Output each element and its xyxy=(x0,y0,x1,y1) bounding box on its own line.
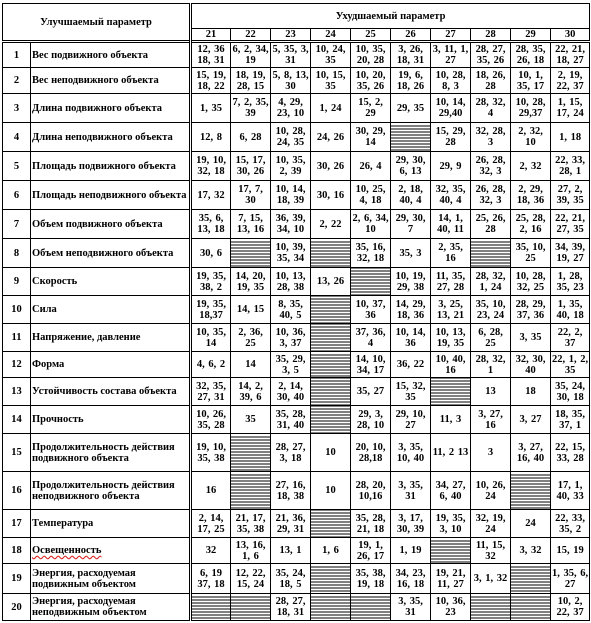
matrix-cell-empty xyxy=(351,268,391,296)
matrix-cell: 14 xyxy=(231,352,271,378)
parameter-name xyxy=(31,406,191,434)
matrix-cell: 29, 30, 6, 13 xyxy=(391,152,431,181)
matrix-cell: 14, 10, 34, 17 xyxy=(351,352,391,378)
matrix-cell: 25, 26, 28 xyxy=(471,210,511,239)
matrix-cell: 10 xyxy=(311,434,351,472)
matrix-cell: 22, 1, 2, 35 xyxy=(552,353,589,376)
parameter-name-text: Вес неподвижного объекта xyxy=(32,75,159,86)
matrix-row xyxy=(3,123,590,152)
matrix-row xyxy=(3,378,590,406)
matrix-cell: 19, 35, 38, 2 xyxy=(191,268,231,296)
matrix-cell: 24 xyxy=(511,510,551,538)
matrix-row xyxy=(3,472,590,510)
matrix-cell: 1, 35 xyxy=(191,94,231,123)
matrix-row xyxy=(3,564,590,594)
matrix-cell: 35, 10, 25 xyxy=(511,239,551,268)
matrix-cell: 10, 35, 20, 28 xyxy=(351,42,391,68)
matrix-cell: 29, 30, 7 xyxy=(391,210,431,239)
matrix-cell: 22, 21, 18, 27 xyxy=(551,42,590,68)
matrix-cell: 1, 35, 40, 18 xyxy=(551,296,590,324)
matrix-cell: 2, 32, 10 xyxy=(511,123,551,152)
matrix-cell: 14, 15 xyxy=(231,296,271,324)
matrix-cell: 28, 29, 37, 36 xyxy=(511,296,551,324)
matrix-cell: 15, 19, 18, 22 xyxy=(191,68,231,94)
parameter-name-text: Длина подвижного объекта xyxy=(32,102,163,114)
matrix-cell: 10, 28, 8, 3 xyxy=(431,68,471,94)
parameter-name xyxy=(31,594,191,621)
parameter-name xyxy=(31,210,191,239)
matrix-cell-empty xyxy=(431,378,471,406)
matrix-cell: 2, 35, 16 xyxy=(431,239,471,268)
matrix-cell: 14, 2, 39, 6 xyxy=(231,378,271,406)
matrix-cell-empty xyxy=(311,594,351,621)
matrix-cell: 2, 32 xyxy=(511,152,551,181)
matrix-cell: 28, 27, 18, 31 xyxy=(271,594,311,621)
matrix-cell: 35, 28, 31, 40 xyxy=(271,406,311,434)
matrix-cell: 29, 10, 27 xyxy=(391,406,431,434)
matrix-row xyxy=(3,352,590,378)
matrix-cell: 14, 20, 19, 35 xyxy=(231,268,271,296)
parameter-name-text: Энергия, расходуемая подвижным объектом xyxy=(32,567,136,590)
matrix-cell: 19, 35, 18,37 xyxy=(191,296,231,324)
matrix-cell-empty xyxy=(231,434,271,472)
parameter-name-text: Длина неподвижного объекта xyxy=(32,131,173,143)
matrix-cell: 3 xyxy=(471,434,511,472)
matrix-cell: 1, 28, 35, 23 xyxy=(551,268,590,296)
matrix-cell: 13, 26 xyxy=(311,268,351,296)
matrix-cell: 24, 26 xyxy=(311,123,351,152)
matrix-cell: 3, 35, 31 xyxy=(391,594,431,621)
matrix-cell: 35, 38, 19, 18 xyxy=(351,564,391,594)
matrix-row xyxy=(3,239,590,268)
matrix-cell: 19, 35, 3, 10 xyxy=(431,510,471,538)
matrix-cell: 19, 10, 35, 38 xyxy=(191,434,231,472)
matrix-cell-empty xyxy=(191,594,231,621)
parameter-name xyxy=(31,538,191,564)
matrix-cell: 10, 13, 28, 38 xyxy=(271,268,311,296)
matrix-cell-empty xyxy=(351,594,391,621)
matrix-cell: 29, 3, 28, 10 xyxy=(351,406,391,434)
parameter-name xyxy=(31,564,191,594)
matrix-cell: 3, 27, 16 xyxy=(471,406,511,434)
matrix-cell: 30, 29, 14 xyxy=(351,123,391,152)
matrix-cell: 10, 35, 2, 39 xyxy=(271,152,311,181)
matrix-cell: 18 xyxy=(511,378,551,406)
matrix-cell: 5, 35, 3, 31 xyxy=(271,42,311,68)
matrix-cell: 12, 22, 15, 24 xyxy=(231,564,271,594)
row-number: 11 xyxy=(3,324,31,352)
matrix-cell: 2, 19, 22, 37 xyxy=(551,68,590,94)
matrix-cell-empty xyxy=(431,538,471,564)
matrix-cell: 1, 24 xyxy=(311,94,351,123)
matrix-cell: 10, 15, 35 xyxy=(311,68,351,94)
matrix-cell: 1, 19 xyxy=(391,538,431,564)
matrix-row xyxy=(3,406,590,434)
matrix-cell-empty xyxy=(311,239,351,268)
matrix-cell: 28, 20, 10,16 xyxy=(351,472,391,510)
column-number-29: 29 xyxy=(511,29,551,42)
matrix-cell: 28, 32, 4 xyxy=(471,94,511,123)
matrix-cell: 2, 18, 40, 4 xyxy=(391,181,431,210)
matrix-cell: 35, 28, 21, 18 xyxy=(351,510,391,538)
matrix-row xyxy=(3,538,590,564)
matrix-cell: 19, 6, 18, 26 xyxy=(391,68,431,94)
parameter-name-text: Энергия, расходуемая неподвижным объектом xyxy=(32,596,147,618)
row-number: 1 xyxy=(3,42,31,68)
matrix-cell: 10, 35, 14 xyxy=(191,324,231,352)
contradiction-matrix-table xyxy=(2,3,590,621)
matrix-row xyxy=(3,42,590,68)
matrix-cell: 15, 29, 28 xyxy=(431,123,471,152)
matrix-cell: 13, 1 xyxy=(271,538,311,564)
matrix-cell: 15, 19 xyxy=(551,538,590,564)
matrix-cell: 27, 16, 18, 38 xyxy=(271,472,311,510)
matrix-cell-empty xyxy=(311,406,351,434)
parameter-name xyxy=(31,152,191,181)
parameter-name-text: Напряжение, давление xyxy=(32,332,141,343)
parameter-name-text: Объем подвижного объекта xyxy=(32,218,163,230)
matrix-cell: 27, 2, 39, 35 xyxy=(551,181,590,210)
parameter-name xyxy=(31,472,191,510)
matrix-cell: 3, 26, 18, 31 xyxy=(391,42,431,68)
matrix-cell: 36, 39, 34, 10 xyxy=(271,210,311,239)
matrix-cell: 3, 1, 32 xyxy=(471,564,511,594)
matrix-cell: 35, 24, 30, 18 xyxy=(551,378,590,406)
matrix-cell: 2, 14, 17, 25 xyxy=(191,510,231,538)
matrix-cell: 32, 19, 24 xyxy=(471,510,511,538)
matrix-cell: 4, 6, 2 xyxy=(191,352,231,378)
matrix-cell: 3, 32 xyxy=(511,538,551,564)
parameter-name xyxy=(31,378,191,406)
matrix-cell-empty xyxy=(511,472,551,510)
row-number: 20 xyxy=(3,594,31,621)
matrix-cell: 32 xyxy=(191,538,231,564)
matrix-cell-empty xyxy=(311,564,351,594)
matrix-cell: 18, 35, 37, 1 xyxy=(551,406,590,434)
matrix-cell: 3, 27, 16, 40 xyxy=(511,434,551,472)
matrix-cell: 30, 16 xyxy=(311,181,351,210)
parameter-name-text: Продолжительность действия подвижного объекта xyxy=(32,441,175,464)
improving-parameter-header: Улучшаемый параметр xyxy=(3,4,191,42)
matrix-cell: 12, 36 18, 31 xyxy=(191,42,231,68)
matrix-cell: 10, 28, 32, 25 xyxy=(511,268,551,296)
matrix-cell: 10, 2, 22, 37 xyxy=(551,594,590,621)
matrix-cell: 3, 35, 10, 40 xyxy=(391,434,431,472)
matrix-cell: 1, 6 xyxy=(311,538,351,564)
matrix-cell: 34, 39, 19, 27 xyxy=(551,239,590,268)
matrix-cell: 3, 11, 1, 27 xyxy=(431,42,471,68)
matrix-cell: 10, 24, 35 xyxy=(311,42,351,68)
matrix-cell: 10 xyxy=(311,472,351,510)
matrix-row xyxy=(3,210,590,239)
matrix-cell: 26, 28, 32, 3 xyxy=(471,181,511,210)
matrix-cell: 32, 30, 40 xyxy=(511,352,551,378)
matrix-cell-empty xyxy=(391,123,431,152)
row-number: 3 xyxy=(3,94,31,123)
matrix-cell-empty xyxy=(511,594,551,621)
matrix-cell: 28, 32, 1 xyxy=(471,352,511,378)
matrix-cell: 3, 25, 13, 21 xyxy=(431,296,471,324)
matrix-cell: 22, 2, 37 xyxy=(551,324,590,352)
matrix-cell: 15, 2, 29 xyxy=(351,94,391,123)
column-number-24: 24 xyxy=(311,29,351,42)
matrix-row xyxy=(3,268,590,296)
parameter-name xyxy=(31,268,191,296)
matrix-cell: 15, 32, 35 xyxy=(391,378,431,406)
matrix-cell: 12, 8 xyxy=(191,123,231,152)
matrix-cell: 22, 15, 33, 28 xyxy=(551,434,590,472)
parameter-name xyxy=(31,324,191,352)
matrix-cell: 2, 22 xyxy=(311,210,351,239)
parameter-name xyxy=(31,68,191,94)
matrix-cell: 13 xyxy=(471,378,511,406)
parameter-name-text: Вес подвижного объекта xyxy=(32,49,149,61)
matrix-cell-empty xyxy=(311,324,351,352)
parameter-name-text: Температура xyxy=(32,518,94,529)
matrix-row xyxy=(3,594,590,621)
matrix-cell: 28, 27, 3, 18 xyxy=(271,434,311,472)
matrix-row xyxy=(3,510,590,538)
matrix-cell: 14, 29, 18, 36 xyxy=(391,296,431,324)
matrix-cell: 35 xyxy=(231,406,271,434)
parameter-name xyxy=(31,434,191,472)
matrix-cell: 35, 29, 3, 5 xyxy=(271,352,311,378)
row-number: 16 xyxy=(3,472,31,510)
parameter-name xyxy=(31,42,191,68)
matrix-cell: 16 xyxy=(191,472,231,510)
matrix-cell: 30, 6 xyxy=(191,239,231,268)
matrix-cell: 10, 13, 19, 35 xyxy=(431,324,471,352)
matrix-cell: 37, 36, 4 xyxy=(351,324,391,352)
matrix-cell: 17, 7, 30 xyxy=(231,181,271,210)
column-number-28: 28 xyxy=(471,29,511,42)
matrix-cell: 32, 35, 27, 31 xyxy=(191,378,231,406)
row-number: 5 xyxy=(3,152,31,181)
matrix-cell: 10, 40, 16 xyxy=(431,352,471,378)
matrix-cell: 11, 3 xyxy=(431,406,471,434)
matrix-cell-empty xyxy=(231,472,271,510)
matrix-cell: 29, 9 xyxy=(431,152,471,181)
matrix-cell: 28, 32, 1, 24 xyxy=(471,268,511,296)
matrix-cell: 32, 35, 40, 4 xyxy=(431,181,471,210)
matrix-cell: 2, 6, 34, 10 xyxy=(351,210,391,239)
matrix-cell: 17, 1, 40, 33 xyxy=(551,472,590,510)
matrix-cell: 3, 35 xyxy=(511,324,551,352)
matrix-cell: 34, 27, 6, 40 xyxy=(431,472,471,510)
matrix-cell: 20, 10, 28,18 xyxy=(351,434,391,472)
row-number: 8 xyxy=(3,239,31,268)
matrix-cell: 21, 36, 29, 31 xyxy=(271,510,311,538)
matrix-cell: 13, 16, 1, 6 xyxy=(231,538,271,564)
matrix-cell: 28, 35, 26, 18 xyxy=(511,42,551,68)
matrix-row xyxy=(3,152,590,181)
matrix-cell: 3, 17, 30, 39 xyxy=(391,510,431,538)
column-number-21: 21 xyxy=(191,29,231,42)
row-number: 13 xyxy=(3,378,31,406)
matrix-cell: 3, 35, 31 xyxy=(391,472,431,510)
matrix-cell: 32, 28, 3 xyxy=(471,123,511,152)
matrix-cell: 2, 36, 25 xyxy=(231,324,271,352)
matrix-cell: 17, 32 xyxy=(191,181,231,210)
matrix-row xyxy=(3,296,590,324)
matrix-cell: 35, 27 xyxy=(351,378,391,406)
matrix-cell: 10, 26, 24 xyxy=(471,472,511,510)
matrix-cell-empty xyxy=(231,239,271,268)
parameter-name xyxy=(31,352,191,378)
matrix-cell: 10, 28, 29,37 xyxy=(511,94,551,123)
column-number-25: 25 xyxy=(351,29,391,42)
parameter-name-text: Объем неподвижного объекта xyxy=(32,247,174,259)
column-number-23: 23 xyxy=(271,29,311,42)
matrix-cell: 6, 19 37, 18 xyxy=(191,564,231,594)
matrix-cell: 35, 6, 13, 18 xyxy=(191,210,231,239)
matrix-cell: 18, 19, 28, 15 xyxy=(231,68,271,94)
matrix-cell: 19, 10, 32, 18 xyxy=(191,152,231,181)
matrix-cell: 2, 14, 30, 40 xyxy=(271,378,311,406)
matrix-cell: 10, 19, 29, 38 xyxy=(391,268,431,296)
row-number: 19 xyxy=(3,564,31,594)
parameter-name xyxy=(31,123,191,152)
parameter-name-text: Продолжительность действия неподвижного объекта xyxy=(32,479,175,502)
matrix-cell: 18, 26, 28 xyxy=(471,68,511,94)
matrix-row xyxy=(3,94,590,123)
matrix-row xyxy=(3,181,590,210)
matrix-cell-empty xyxy=(311,378,351,406)
parameter-name-text: Площадь подвижного объекта xyxy=(32,160,176,172)
matrix-cell: 22, 33, 28, 1 xyxy=(551,152,590,181)
matrix-cell: 26, 4 xyxy=(351,152,391,181)
matrix-cell: 10, 1, 35, 17 xyxy=(511,68,551,94)
matrix-cell: 10, 36, 3, 37 xyxy=(271,324,311,352)
row-number: 12 xyxy=(3,352,31,378)
matrix-cell: 10, 28, 24, 35 xyxy=(271,123,311,152)
matrix-cell: 3, 27 xyxy=(511,406,551,434)
parameter-name-text: Прочность xyxy=(32,414,84,425)
parameter-name xyxy=(31,296,191,324)
row-number: 4 xyxy=(3,123,31,152)
matrix-cell: 5, 8, 13, 30 xyxy=(272,69,309,92)
matrix-cell-empty xyxy=(311,296,351,324)
matrix-cell-empty xyxy=(231,594,271,621)
matrix-cell: 30, 26 xyxy=(311,152,351,181)
matrix-cell: 22, 21, 27, 35 xyxy=(551,210,590,239)
worsening-parameter-header: Ухудшаемый параметр xyxy=(191,4,590,29)
parameter-name-text: Сила xyxy=(32,304,57,315)
parameter-name xyxy=(31,94,191,123)
matrix-row xyxy=(3,324,590,352)
matrix-cell: 7, 2, 35, 39 xyxy=(231,94,271,123)
row-number: 9 xyxy=(3,268,31,296)
matrix-cell: 10, 25, 4, 18 xyxy=(351,181,391,210)
matrix-cell: 1, 35, 6, 27 xyxy=(551,564,590,594)
row-number: 2 xyxy=(3,68,31,94)
matrix-row xyxy=(3,434,590,472)
column-number-30: 30 xyxy=(551,29,590,42)
matrix-cell: 14, 1, 40, 11 xyxy=(431,210,471,239)
column-number-26: 26 xyxy=(391,29,431,42)
matrix-cell: 28, 27, 35, 26 xyxy=(471,42,511,68)
matrix-cell: 21, 17, 35, 38 xyxy=(231,510,271,538)
row-number: 14 xyxy=(3,406,31,434)
parameter-name-text: Форма xyxy=(32,359,65,370)
matrix-cell: 6, 28, 25 xyxy=(471,324,511,352)
parameter-name xyxy=(31,239,191,268)
row-number: 17 xyxy=(3,510,31,538)
matrix-cell: 22, 33, 35, 2 xyxy=(551,510,590,538)
matrix-cell: 10, 14, 36 xyxy=(391,324,431,352)
column-number-22: 22 xyxy=(231,29,271,42)
matrix-cell-empty xyxy=(311,352,351,378)
matrix-cell: 29, 35 xyxy=(391,94,431,123)
matrix-cell: 35, 10, 23, 24 xyxy=(471,296,511,324)
matrix-cell: 26, 28, 32, 3 xyxy=(471,152,511,181)
column-number-27: 27 xyxy=(431,29,471,42)
matrix-cell-empty xyxy=(511,564,551,594)
row-number: 6 xyxy=(3,181,31,210)
row-number: 10 xyxy=(3,296,31,324)
parameter-name xyxy=(31,181,191,210)
matrix-cell: 10, 20, 35, 26 xyxy=(351,68,391,94)
matrix-cell: 11, 15, 32 xyxy=(471,538,511,564)
matrix-cell: 1, 15, 17, 24 xyxy=(551,94,590,123)
matrix-cell: 10, 14, 18, 39 xyxy=(271,181,311,210)
matrix-cell: 6, 28 xyxy=(231,123,271,152)
matrix-cell-empty xyxy=(471,239,511,268)
matrix-cell: 10, 39, 35, 34 xyxy=(271,239,311,268)
matrix-cell-empty xyxy=(311,510,351,538)
matrix-cell: 35, 24, 18, 5 xyxy=(271,564,311,594)
parameter-name xyxy=(31,510,191,538)
matrix-cell: 15, 17, 30, 26 xyxy=(231,152,271,181)
matrix-cell: 11, 35, 27, 28 xyxy=(431,268,471,296)
matrix-cell: 25, 28, 2, 16 xyxy=(511,210,551,239)
row-number: 18 xyxy=(3,538,31,564)
matrix-cell: 8, 35, 40, 5 xyxy=(271,296,311,324)
matrix-cell: 7, 15, 13, 16 xyxy=(231,210,271,239)
matrix-cell: 34, 23, 16, 18 xyxy=(391,564,431,594)
parameter-name-text: Освещенность xyxy=(32,545,102,556)
matrix-cell: 35, 16, 32, 18 xyxy=(351,239,391,268)
matrix-cell: 4, 29, 23, 10 xyxy=(271,94,311,123)
matrix-cell: 6, 2, 34, 19 xyxy=(231,42,271,68)
matrix-cell: 10, 36, 23 xyxy=(431,594,471,621)
row-number: 15 xyxy=(3,434,31,472)
matrix-cell: 19, 21, 11, 27 xyxy=(431,564,471,594)
matrix-cell: 36, 22 xyxy=(391,352,431,378)
parameter-name-text: Скорость xyxy=(32,276,78,287)
matrix-cell: 35, 3 xyxy=(391,239,431,268)
matrix-cell: 10, 14, 29,40 xyxy=(431,94,471,123)
matrix-cell: 11, 2 13 xyxy=(431,434,471,472)
matrix-cell: 1, 18 xyxy=(551,123,590,152)
matrix-cell: 2, 29, 18, 36 xyxy=(511,181,551,210)
matrix-row xyxy=(3,68,590,94)
parameter-name-text: Устойчивость состава объекта xyxy=(32,386,177,397)
matrix-cell: 19, 1, 26, 17 xyxy=(351,538,391,564)
row-number: 7 xyxy=(3,210,31,239)
matrix-cell: 10, 37, 36 xyxy=(351,296,391,324)
matrix-cell-empty xyxy=(471,594,511,621)
parameter-name-text: Площадь неподвижного объекта xyxy=(32,189,187,201)
matrix-cell: 10, 26, 35, 28 xyxy=(191,406,231,434)
